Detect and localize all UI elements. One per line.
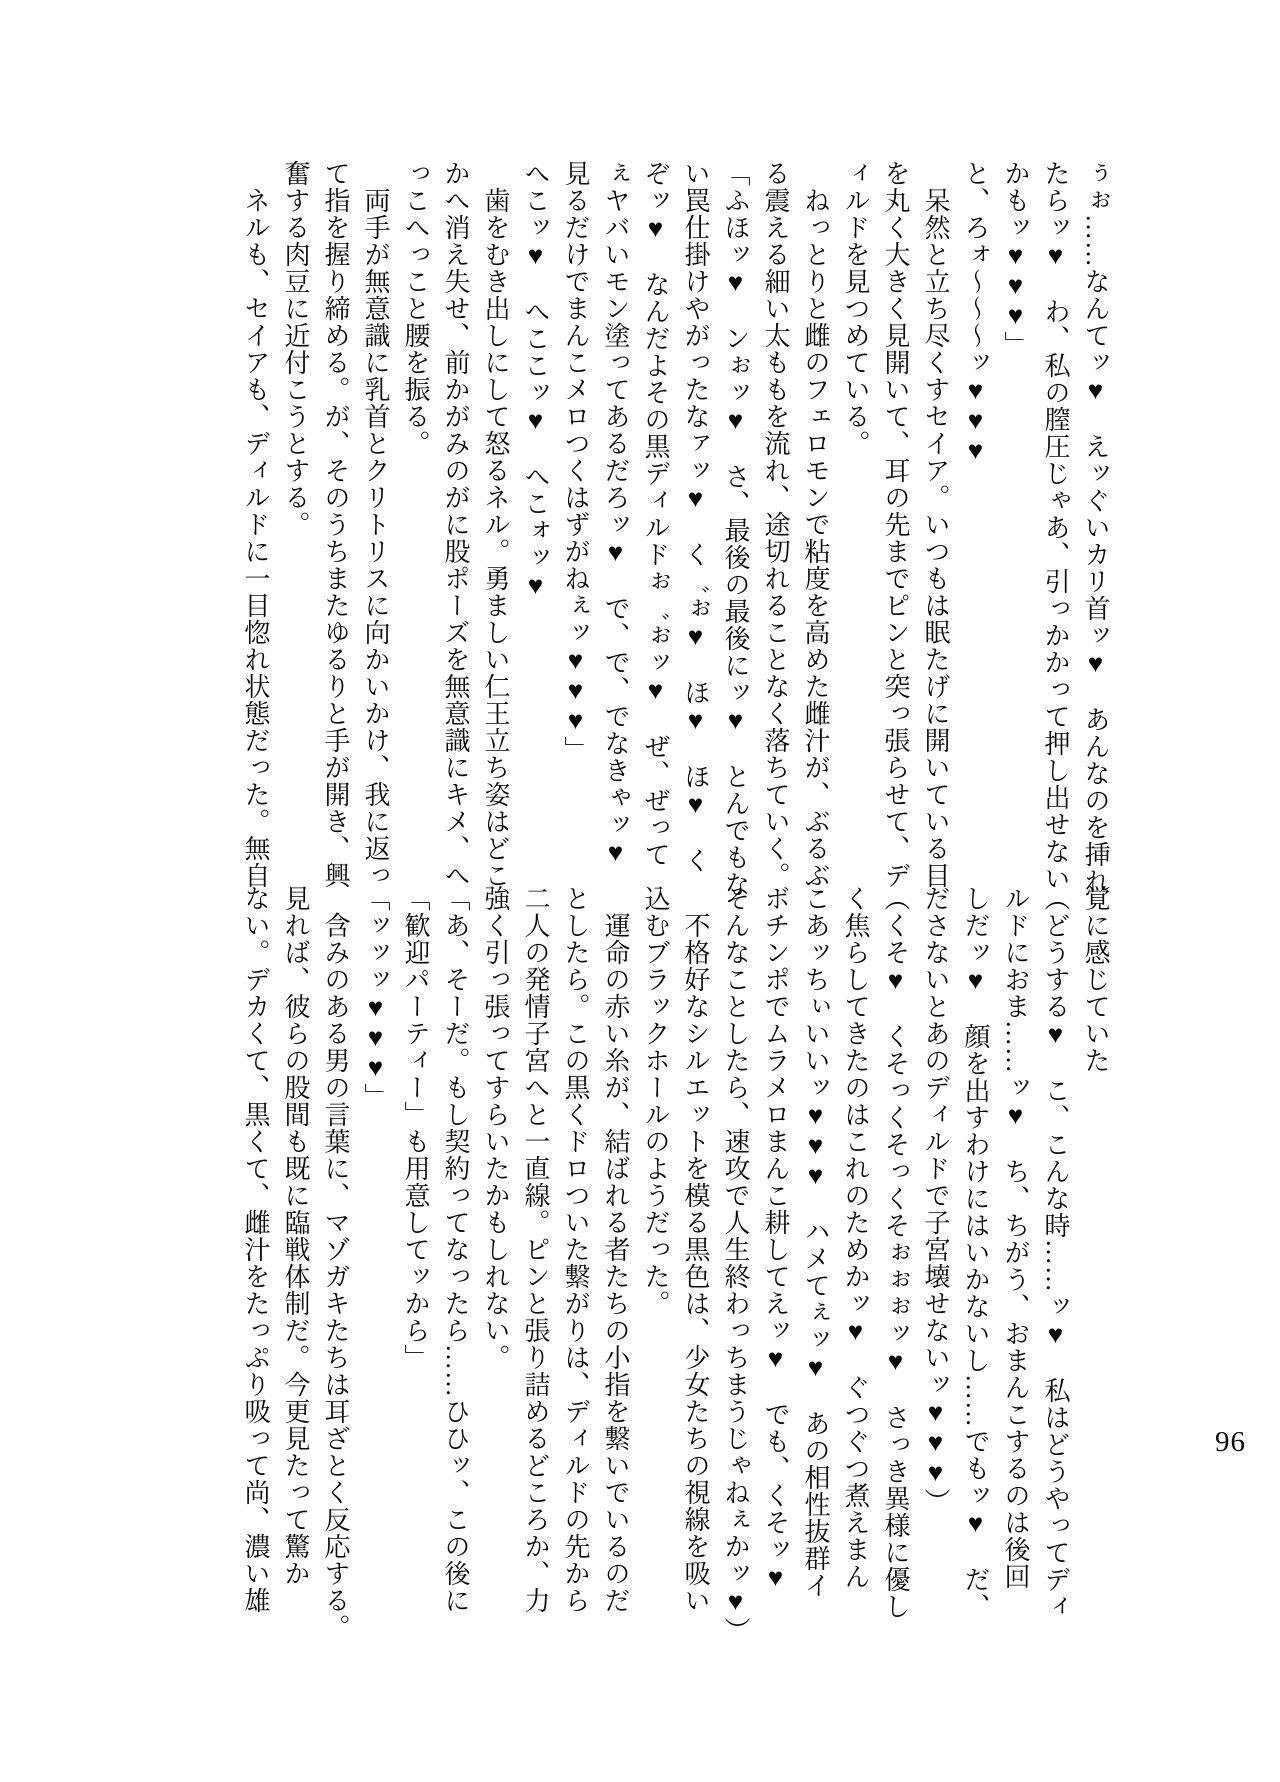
text-column: ぇヤバいモン塗ってあるだろッ♥ で、で、でなきゃッ♥ — [601, 160, 630, 868]
text-column: く焦らしてきたのはこれのためかッ♥ ぐつぐつ煮えまん — [841, 885, 870, 1590]
text-column: 覚に感じていた — [1081, 885, 1110, 1074]
text-column: 「歓迎パーティー」も用意してッから」 — [401, 885, 430, 1371]
text-column: としたら。この黒くドロついた繋がりは、ディルドの先から — [561, 885, 590, 1614]
text-column: たらッ♥ わ、私の膣圧じゃあ、引っかかって押し出せない — [1041, 160, 1070, 892]
text-column: ルドにおま……ッ♥ ち、ちがう、おまんこするのは後回 — [1001, 885, 1030, 1590]
text-column: 強く引っ張ってすらいたかもしれない。 — [481, 885, 510, 1371]
text-column: （どうする♥ こ、こんな時……ッ♥ 私はどうやってディ — [1041, 885, 1070, 1620]
text-column: へこッ♥ へここッ♥ へこォッ♥ — [521, 160, 550, 601]
text-column: 歯をむき出しにして怒るネル。勇ましい仁王立ち姿はどこ — [481, 160, 510, 889]
text-column: （くそ♥ くそっくそっくそぉぉぉッ♥ さっき異様に優し — [881, 885, 910, 1620]
text-column: かへ消え失せ、前かがみのがに股ポーズを無意識にキメ、へ — [441, 160, 470, 889]
text-column: ボチンポでムラメロまんこ耕してえッ♥ でも、くそッ♥ — [761, 885, 790, 1593]
text-column: 「ッッッ♥♥♥」 — [361, 885, 390, 1110]
text-column: こあッちぃいいッ♥♥♥ ハメてぇッ♥ あの相性抜群イ — [801, 885, 830, 1599]
text-column: しだッ♥ 顔を出すわけにはいかないし……でもッ♥ だ、 — [961, 885, 990, 1620]
text-column: 「ふほッ♥ ンぉッ♥ さ、最後の最後にッ♥ とんでもな — [721, 160, 750, 898]
text-column: 奮する肉豆に近付こうとする。 — [281, 160, 310, 538]
text-column: 不格好なシルエットを模る黒色は、少女たちの視線を吸い — [681, 885, 710, 1614]
text-column: と、ろォ〜〜〜ッ♥♥♥ — [961, 160, 990, 466]
bottom-text-block — [235, 885, 1115, 1644]
text-column: ねっとりと雌のフェロモンで粘度を高めた雌汁が、ぶるぶ — [801, 160, 830, 889]
text-column: ィルドを見つめている。 — [841, 160, 870, 457]
page-number: 96 — [1215, 1426, 1246, 1458]
text-column: を丸く大きく見開いて、耳の先までピンと突っ張らせて、デ — [881, 160, 910, 889]
text-column: て指を握り締める。が、そのうちまたゆるりと手が開き、興 — [321, 160, 350, 889]
top-text-block — [235, 160, 1115, 898]
text-column: 込むブラックホールのようだった。 — [641, 885, 670, 1317]
text-column: 両手が無意識に乳首とクリトリスに向かいかけ、我に返っ — [361, 160, 390, 889]
text-column: 呆然と立ち尽くすセイア。いつもは眠たげに開いている目 — [921, 160, 950, 889]
text-column: 見れば、彼らの股間も既に臨戦体制だ。今更見たって驚か — [281, 885, 310, 1587]
text-column: 含みのある男の言葉に、マゾガキたちは耳ざとく反応する。 — [321, 885, 350, 1641]
text-column: 運命の赤い糸が、結ばれる者たちの小指を繋いでいるのだ — [601, 885, 630, 1614]
text-column: ネルも、セイアも、ディルドに一目惚れ状態だった。無自 — [241, 160, 270, 889]
text-column: っこへっこと腰を振る。 — [401, 160, 430, 457]
text-column: 見るだけでまんこメロつくはずがねぇッ♥♥♥」 — [561, 160, 590, 763]
text-column: ぞッ♥ なんだよその黒ディルドぉ゛ぉッ♥ ぜ、ぜって — [641, 160, 670, 868]
text-column: い罠仕掛けやがったなァッ♥ く゛ぉ♥ ほ♥ ほ♥ く — [681, 160, 710, 874]
text-column: ない。デカくて、黒くて、雌汁をたっぷり吸って尚、濃い雄 — [241, 885, 270, 1614]
text-column: ぅぉ……なんてッ♥ えッぐいカリ首ッ♥ あんなのを挿れ — [1081, 160, 1110, 895]
text-column: 「あ、そーだ。もし契約ってなったら……ひひッ、この後に — [441, 885, 470, 1614]
text-column: そんなことしたら、速攻で人生終わっちまうじゃねぇかッ♥） — [721, 885, 750, 1644]
text-column: る震える細い太ももを流れ、途切れることなく落ちていく。 — [761, 160, 790, 889]
text-column: 二人の発情子宮へと一直線。ピンと張り詰めるどころか、力 — [521, 885, 550, 1614]
text-column: かもッ♥♥♥」 — [1001, 160, 1030, 358]
text-column: ださないとあのディルドで子宮壊せないッ♥♥♥） — [921, 885, 950, 1515]
